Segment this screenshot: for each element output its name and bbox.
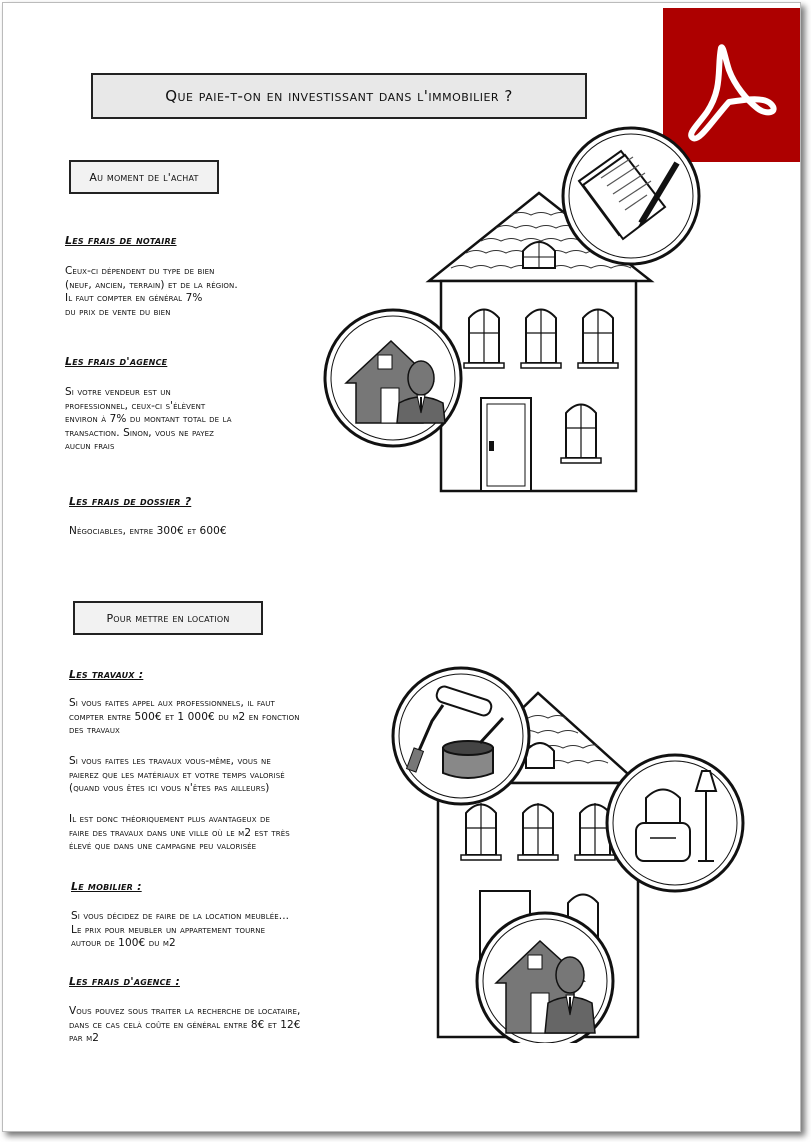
dossier-text: Négociables, entre 300€ et 600€ bbox=[69, 525, 227, 537]
agence-location-heading: Les frais d'agence : bbox=[69, 975, 180, 988]
mobilier-heading: Le mobilier : bbox=[71, 880, 142, 893]
agence-heading: Les frais d'agence bbox=[65, 355, 168, 368]
mobilier-text: Si vous décidez de faire de la location meublée... Le prix pour meubler un appartement tourne autour de 100€ du m2 bbox=[71, 910, 290, 949]
document-page bbox=[2, 2, 801, 1132]
contract-signing-icon bbox=[563, 128, 699, 264]
travaux-text-3: Il est donc théoriquement plus avantageux de faire des travaux dans une ville où le m2 est très élevé que dans une campagne peu valorisée bbox=[69, 813, 290, 852]
paint-roller-icon bbox=[393, 668, 529, 804]
dossier-heading: Les frais de dossier ? bbox=[69, 495, 192, 508]
section-achat-label: Au moment de l'achat bbox=[69, 160, 219, 194]
notaire-heading: Les frais de notaire bbox=[65, 234, 177, 247]
real-estate-agent-icon bbox=[325, 310, 461, 446]
real-estate-agent-icon bbox=[477, 913, 613, 1043]
travaux-text-2: Si vous faites les travaux vous-même, vous ne paierez que les matériaux et votre temps valorisé (quand vous êtes ici vous n'êtes pas ailleurs) bbox=[69, 755, 285, 794]
page-title: Que paie-t-on en investissant dans l'immobilier ? bbox=[91, 73, 587, 119]
agence-location-text: Vous pouvez sous traiter la recherche de locataire, dans ce cas celà coûte en général entre 8€ et 12€ par m2 bbox=[69, 1005, 301, 1044]
house-illustration bbox=[388, 663, 748, 1043]
travaux-text-1: Si vous faites appel aux professionnels, il faut compter entre 500€ et 1 000€ du m2 en fonction des travaux bbox=[69, 697, 300, 736]
travaux-heading: Les travaux : bbox=[69, 668, 144, 681]
notaire-text: Ceux-ci dépendent du type de bien (neuf, ancien, terrain) et de la région. Il faut compter en général 7% du prix de vente du bien bbox=[65, 265, 238, 318]
armchair-lamp-icon bbox=[607, 755, 743, 891]
house-illustration bbox=[321, 123, 706, 498]
agence-text: Si votre vendeur est un professionnel, ceux-ci s'élèvent environ à 7% du montant total de la transaction. Sinon, vous ne payez aucun frais bbox=[65, 386, 232, 452]
section-location-label: Pour mettre en location bbox=[73, 601, 263, 635]
